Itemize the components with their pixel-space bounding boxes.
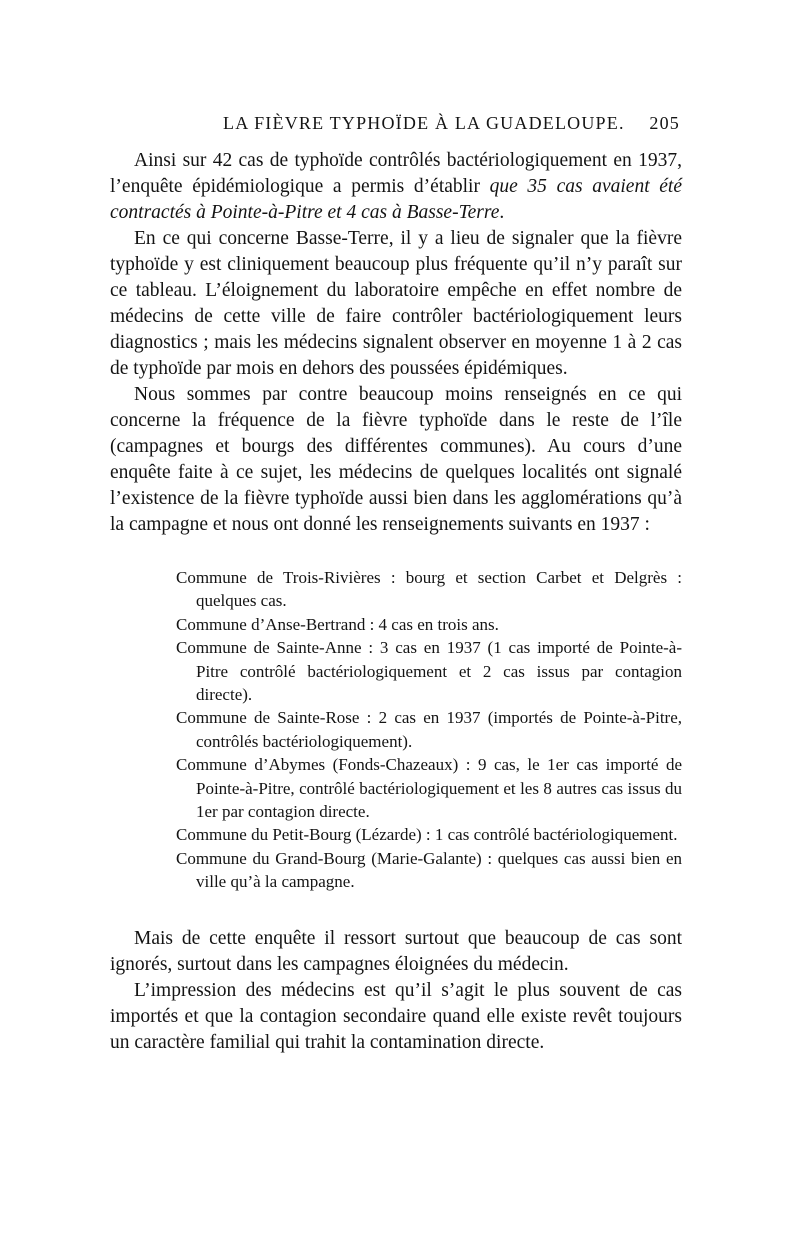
commune-grand-bourg: Commune du Grand-Bourg (Marie-Galante) : quelques cas aussi bien en ville qu’à la campagne. bbox=[176, 848, 682, 892]
paragraph-rest-of-island: Nous sommes par contre beaucoup moins renseignés en ce qui concerne la fréquence de la fièvre typhoïde dans le reste de l’île (campagnes et bourgs des différentes communes). Au cours d’une enquête faite à ce sujet, les médecins de quelques localités ont signalé l’existence de la fièvre typhoïde aussi bien dans les agglomérations qu’à la campagne et nous ont donné les renseignements suivants en 1937 : bbox=[110, 384, 682, 535]
commune-anse-bertrand: Commune d’Anse-Bertrand : 4 cas en trois ans. bbox=[176, 614, 499, 634]
paragraph-cases-summary bbox=[110, 148, 682, 226]
running-title: LA FIÈVRE TYPHOÏDE À LA GUADELOUPE. bbox=[223, 113, 625, 133]
commune-abymes: Commune d’Abymes (Fonds-Chazeaux) : 9 cas, le 1er cas importé de Pointe-à-Pitre, contrôlé bactériologiquement et les 8 autres cas issus du 1er par contagion directe. bbox=[176, 755, 682, 822]
running-head bbox=[110, 113, 680, 137]
commune-petit-bourg: Commune du Petit-Bourg (Lézarde) : 1 cas contrôlé bactériologiquement. bbox=[176, 825, 678, 845]
paragraph-ignored-cases: Mais de cette enquête il ressort surtout que beaucoup de cas sont ignorés, surtout dans les campagnes éloignées du médecin. bbox=[110, 927, 682, 975]
paragraph-cases-summary-text: Ainsi sur 42 cas de typhoïde contrôlés bactériologiquement en 1937, l’enquête épidémiologique a permis d’établir bbox=[110, 150, 682, 197]
commune-sainte-rose: Commune de Sainte-Rose : 2 cas en 1937 (importés de Pointe-à-Pitre, contrôlés bactériologiquement). bbox=[176, 708, 682, 751]
page-number: 205 bbox=[649, 113, 680, 133]
paragraph-basse-terre: En ce qui concerne Basse-Terre, il y a lieu de signaler que la fièvre typhoïde y est cliniquement beaucoup plus fréquente qu’il n’y paraît sur ce tableau. L’éloignement du laboratoire empêche en effet nombre de médecins de cette ville de faire contrôler bactériologiquement leurs diagnostics ; mais les médecins signalent observer en moyenne 1 à 2 cas de typhoïde par mois en dehors des poussées épidémiques. bbox=[110, 228, 682, 379]
paragraph-cases-summary-end: . bbox=[499, 202, 505, 223]
communes-list bbox=[110, 566, 682, 894]
page-body bbox=[110, 148, 682, 1056]
commune-trois-rivieres: Commune de Trois-Rivières : bourg et section Carbet et Delgrès : quelques cas. bbox=[176, 568, 682, 611]
paragraph-doctors-impression: L’impression des médecins est qu’il s’agit le plus souvent de cas importés et que la contagion secondaire quand elle existe revêt toujours un caractère familial qui trahit la contamination directe. bbox=[110, 979, 682, 1053]
section-gap bbox=[110, 894, 682, 926]
commune-sainte-anne: Commune de Sainte-Anne : 3 cas en 1937 (1 cas importé de Pointe-à-Pitre contrôlé bactériologiquement et 2 cas issus par contagion directe). bbox=[176, 638, 682, 705]
paragraph-cases-summary-emphasis: que 35 cas avaient été contractés à Pointe-à-Pitre et 4 cas à Basse-Terre bbox=[110, 176, 682, 223]
